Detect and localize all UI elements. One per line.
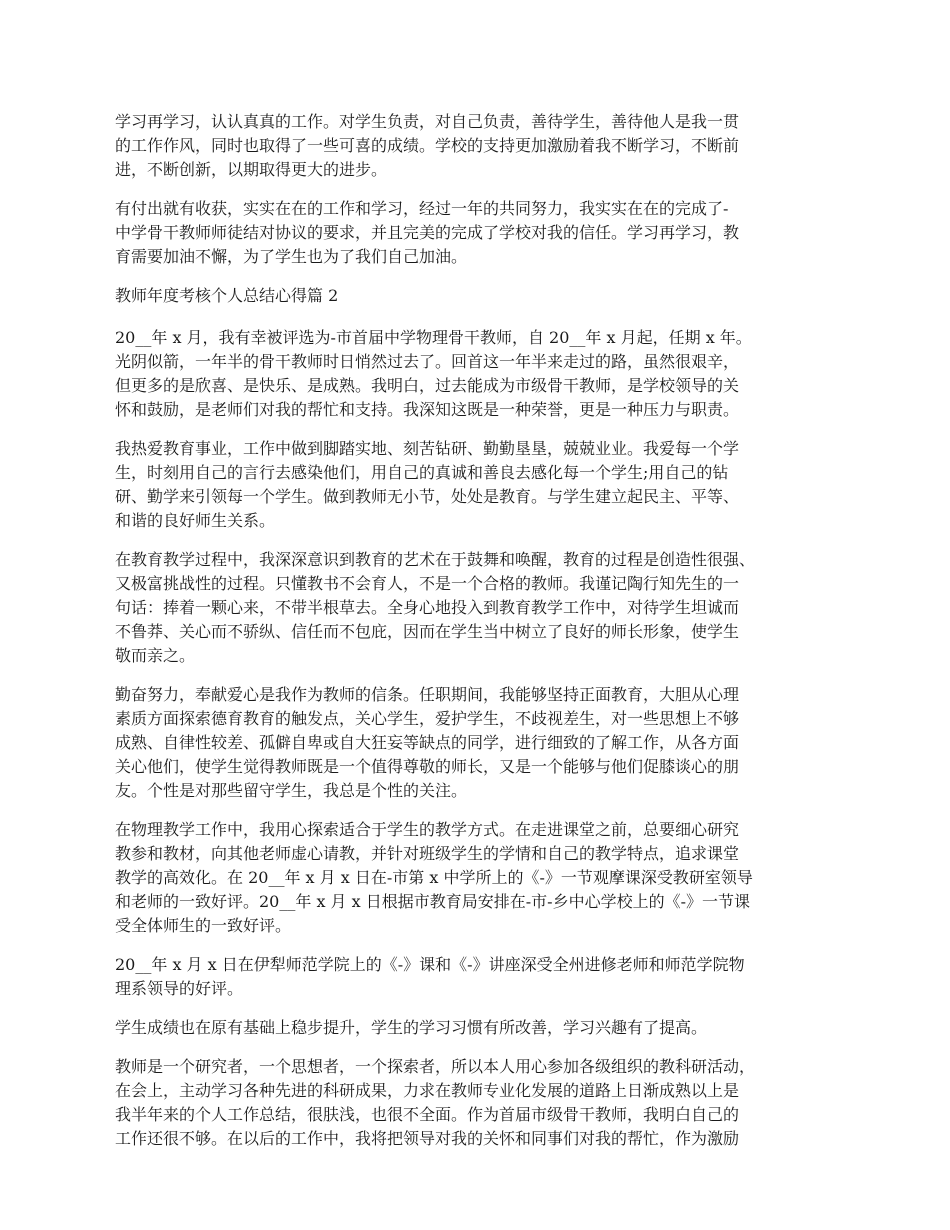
paragraph: 学习再学习，认认真真的工作。对学生负责，对自己负责，善待学生，善待他人是我一贯 的工作作风，同时也取得了一些可喜的成绩。学校的支持更加激励着我不断学习，不断前 进，不断创新，以期取得更大的进步。 [115,112,740,179]
document-body [115,110,855,1166]
paragraph: 教师是一个研究者，一个思想者，一个探索者，所以本人用心参加各级组织的教科研活动， 在会上，主动学习各种先进的科研成果，力求在教师专业化发展的道路上日渐成熟以上是 我半年来的个人工作总结，很肤浅，也很不全面。作为首届市级骨干教师，我明白自己的 工作还很不够。在以后的工作中，我将把领导对我的关怀和同事们对我的帮忙，作为激励 [115,1057,756,1148]
paragraph: 有付出就有收获，实实在在的工作和学习，经过一年的共同努力，我实实在在的完成了- 中学骨干教师师徒结对协议的要求，并且完美的完成了学校对我的信任。学习再学习，教 育需要加油不懈，为了学生也为了我们自己加油。 [115,199,740,266]
paragraph: 在物理教学工作中，我用心探索适合于学生的教学方式。在走进课堂之前，总要细心研究 教参和教材，向其他老师虚心请教，并针对班级学生的学情和自己的教学特点，追求课堂 教学的高效化。在 20__年 x 月 x 日在-市第 x 中学所上的《-》一节观摩课深受教研室领导 和老师的一致好评。20__年 x 月 x 日根据市教育局安排在-市-乡中心学校上的《-》一节课 受全体师生的一致好评。 [115,820,753,935]
paragraph: 20__年 x 月，我有幸被评选为-市首届中学物理骨干教师，自 20__年 x 月起，任期 x 年。 光阴似箭，一年半的骨干教师时日悄然过去了。回首这一年半来走过的路，虽然很艰辛， 但更多的是欣喜、是快乐、是成熟。我明白，过去能成为市级骨干教师，是学校领导的关 怀和鼓励，是老师们对我的帮忙和支持。我深知这既是一种荣誉，更是一种压力与职责。 [115,328,752,419]
section-heading: 教师年度考核个人总结心得篇 2 [115,286,339,305]
paragraph: 20__年 x 月 x 日在伊犁师范学院上的《-》课和《-》讲座深受全州进修老师和师范学院物 理系领导的好评。 [115,955,745,998]
paragraph: 学生成绩也在原有基础上稳步提升，学生的学习习惯有所改善，学习兴趣有了提高。 [115,1018,708,1037]
paragraph: 我热爱教育事业，工作中做到脚踏实地、刻苦钻研、勤勤垦垦，兢兢业业。我爱每一个学 生，时刻用自己的言行去感染他们，用自己的真诚和善良去感化每一个学生;用自己的钻 研、勤学来引领每一个学生。做到教师无小节，处处是教育。与学生建立起民主、平等、 和谐的良好师生关系。 [115,439,740,530]
paragraph: 勤奋努力，奉献爱心是我作为教师的信条。任职期间，我能够坚持正面教育，大胆从心理 素质方面探索德育教育的触发点，关心学生，爱护学生，不歧视差生，对一些思想上不够 成熟、自律性较差、孤僻自卑或自大狂妄等缺点的同学，进行细致的了解工作，从各方面 关心他们，使学生觉得教师既是一个值得尊敬的师长，又是一个能够与他们促膝谈心的朋 友。个性是对那些留守学生，我总是个性的关注。 [115,685,740,800]
paragraph: 在教育教学过程中，我深深意识到教育的艺术在于鼓舞和唤醒，教育的过程是创造性很强、 又极富挑战性的过程。只懂教书不会育人，不是一个合格的教师。我谨记陶行知先生的一 句话：捧着一颗心来，不带半根草去。全身心地投入到教育教学工作中，对待学生坦诚而 不鲁莽、关心而不骄纵、信任而不包庇，因而在学生当中树立了良好的师长形象，使学生 敬而亲之。 [115,550,756,665]
